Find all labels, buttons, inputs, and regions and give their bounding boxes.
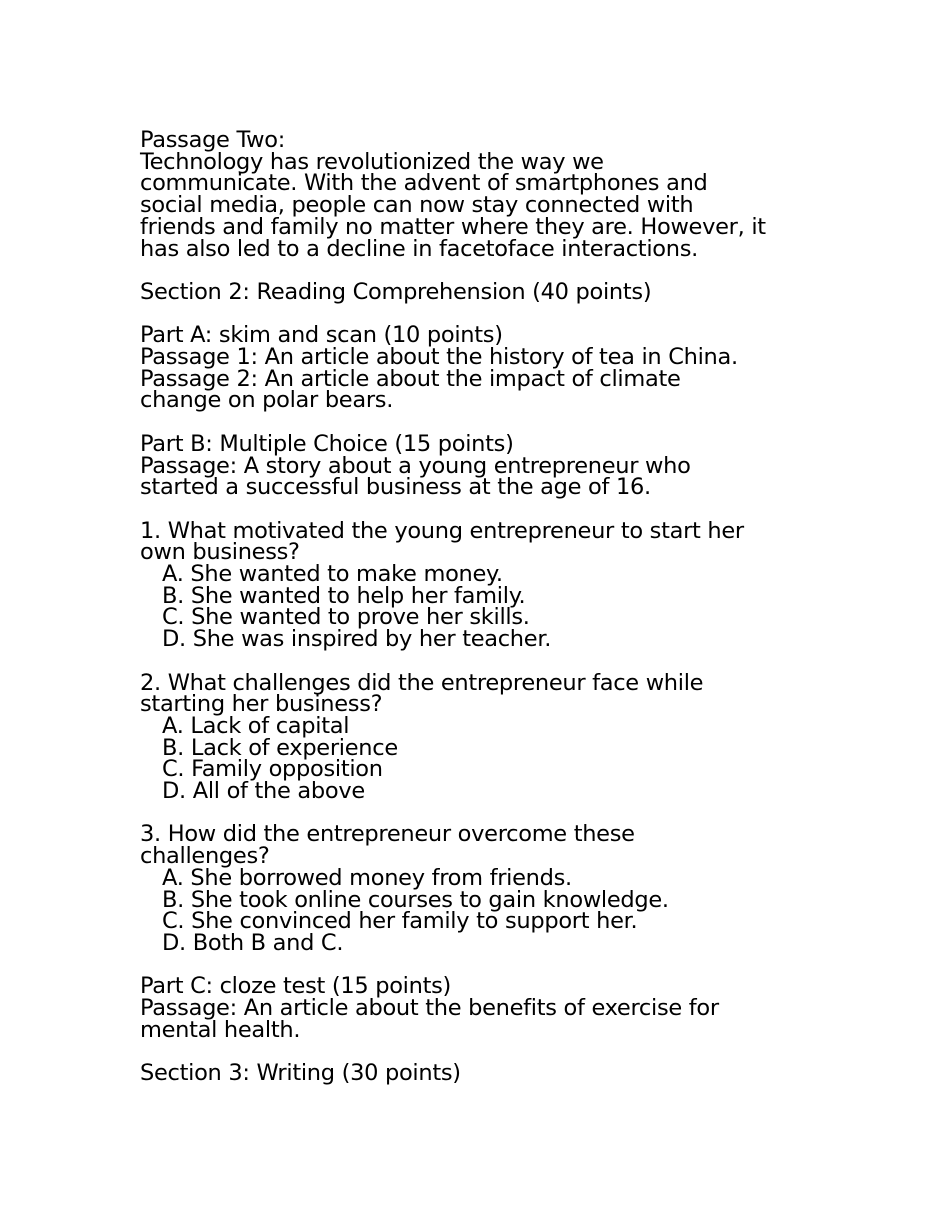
answer-option: B. She took online courses to gain knowledge. xyxy=(162,886,669,913)
question-text: 3. How did the entrepreneur overcome these xyxy=(140,821,635,848)
question-3 xyxy=(140,821,820,956)
answer-option: B. She wanted to help her family. xyxy=(162,582,526,609)
answer-option: A. Lack of capital xyxy=(162,712,350,739)
part-a-line: Passage 1: An article about the history of tea in China. xyxy=(140,344,738,370)
part-b-line: Passage: A story about a young entrepreneur who xyxy=(140,452,691,479)
part-a-heading: Part A: skim and scan (10 points) xyxy=(140,322,503,349)
answer-option: C. She wanted to prove her skills. xyxy=(162,604,530,631)
part-b-line: started a successful business at the age of 16. xyxy=(140,474,651,501)
passage-two-block xyxy=(140,127,820,262)
question-text: starting her business? xyxy=(140,691,383,718)
passage-two-line: communicate. With the advent of smartphones and xyxy=(140,170,708,197)
part-c-line: Passage: An article about the benefits of exercise for xyxy=(140,995,719,1022)
answer-option: A. She wanted to make money. xyxy=(162,561,503,587)
answer-option: A. She borrowed money from friends. xyxy=(162,864,572,891)
answer-option: C. She convinced her family to support her. xyxy=(162,908,638,935)
answer-option: C. Family opposition xyxy=(162,756,383,783)
passage-two-line: social media, people can now stay connected with xyxy=(140,192,694,219)
answer-option: B. Lack of experience xyxy=(162,734,398,761)
answer-option: D. All of the above xyxy=(162,778,365,805)
part-a-block xyxy=(140,322,820,414)
part-c-block xyxy=(140,973,820,1043)
passage-two-heading: Passage Two: xyxy=(140,127,286,153)
question-1 xyxy=(140,517,820,653)
part-b-heading: Part B: Multiple Choice (15 points) xyxy=(140,430,514,457)
question-text: 2. What challenges did the entrepreneur face while xyxy=(140,669,704,696)
question-text: own business? xyxy=(140,539,300,566)
part-c-heading: Part C: cloze test (15 points) xyxy=(140,973,452,1000)
part-a-line: Passage 2: An article about the impact of climate xyxy=(140,365,681,392)
answer-option: D. Both B and C. xyxy=(162,929,344,956)
document-body xyxy=(140,127,820,1087)
passage-two-line: Technology has revolutionized the way we xyxy=(140,148,604,175)
part-c-line: mental health. xyxy=(140,1016,301,1043)
part-a-line: change on polar bears. xyxy=(140,387,394,414)
question-2 xyxy=(140,669,820,805)
section-3-heading: Section 3: Writing (30 points) xyxy=(140,1060,461,1087)
section-2-heading: Section 2: Reading Comprehension (40 points) xyxy=(140,278,652,305)
question-text: challenges? xyxy=(140,843,270,870)
passage-two-line: has also led to a decline in facetoface interactions. xyxy=(140,235,698,262)
part-b-block xyxy=(140,430,820,501)
answer-option: D. She was inspired by her teacher. xyxy=(162,626,552,653)
question-text: 1. What motivated the young entrepreneur to start her xyxy=(140,517,744,544)
passage-two-line: friends and family no matter where they are. However, it xyxy=(140,213,766,240)
